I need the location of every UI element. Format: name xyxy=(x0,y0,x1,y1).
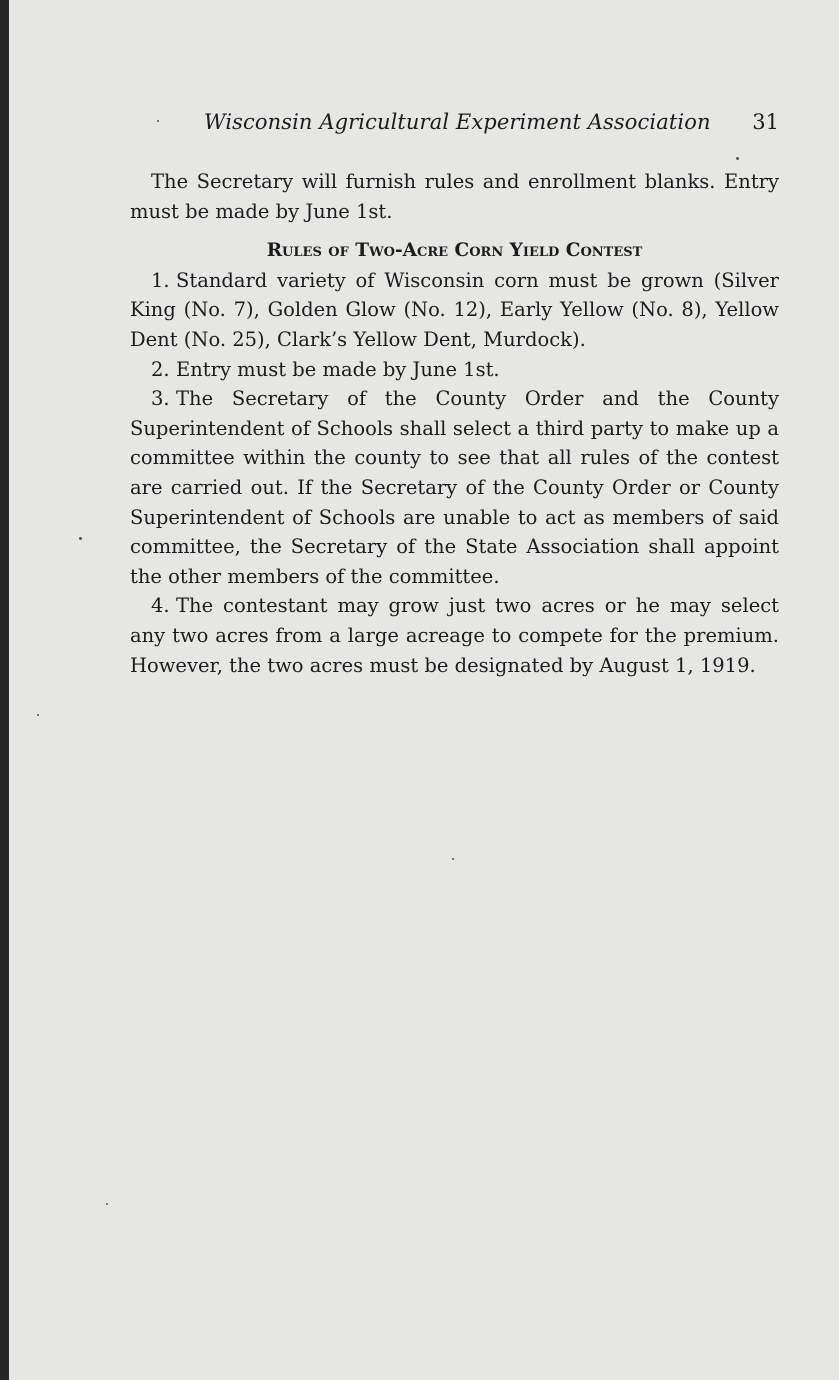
rule-text: Standard variety of Wisconsin corn must be grown (Silver King (No. 7), Golden Glow (No. 12), Early Yellow (No. 8), Yellow Dent (No. 25), Clark’s Yellow Dent, Murdock). xyxy=(130,268,779,351)
rule-number: 3. xyxy=(151,387,170,411)
running-header xyxy=(130,110,779,140)
rule-text: Entry must be made by June 1st. xyxy=(176,357,500,381)
rule-item xyxy=(130,591,779,680)
paper-speck xyxy=(736,157,739,160)
running-title: Wisconsin Agricultural Experiment Association xyxy=(204,110,711,134)
paper-speck xyxy=(452,858,454,860)
paper-speck xyxy=(37,714,39,716)
paper-speck xyxy=(157,120,159,122)
rule-number: 1. xyxy=(151,268,170,292)
rule-item xyxy=(130,266,779,355)
intro-paragraph: The Secretary will furnish rules and enrollment blanks. Entry must be made by June 1st. xyxy=(130,170,779,223)
body-text xyxy=(130,167,779,680)
paper-speck xyxy=(79,537,82,540)
rules-list xyxy=(130,266,779,680)
rule-item xyxy=(130,384,779,591)
section-heading: Rules of Two-Acre Corn Yield Contest xyxy=(266,240,643,262)
page-number: 31 xyxy=(752,110,779,134)
rule-text: The contestant may grow just two acres or he may select any two acres from a large acreage to compete for the premium. However, the two acres must be designated by August 1, 1919. xyxy=(130,594,779,677)
rule-item xyxy=(130,355,779,385)
rule-text: The Secretary of the County Order and the County Superintendent of Schools shall select a third party to make up a committee within the county to see that all rules of the contest are carried out. If the Secretary of the County Order or County Superintendent of Schools are unable to act as members of said committee, the Secretary of the State Association shall appoint the other members of the committee. xyxy=(130,387,779,588)
paper-speck xyxy=(106,1203,108,1205)
rule-number: 2. xyxy=(151,357,170,381)
rule-number: 4. xyxy=(151,594,170,618)
document-page xyxy=(130,110,779,680)
page-binding-edge xyxy=(0,0,9,1380)
